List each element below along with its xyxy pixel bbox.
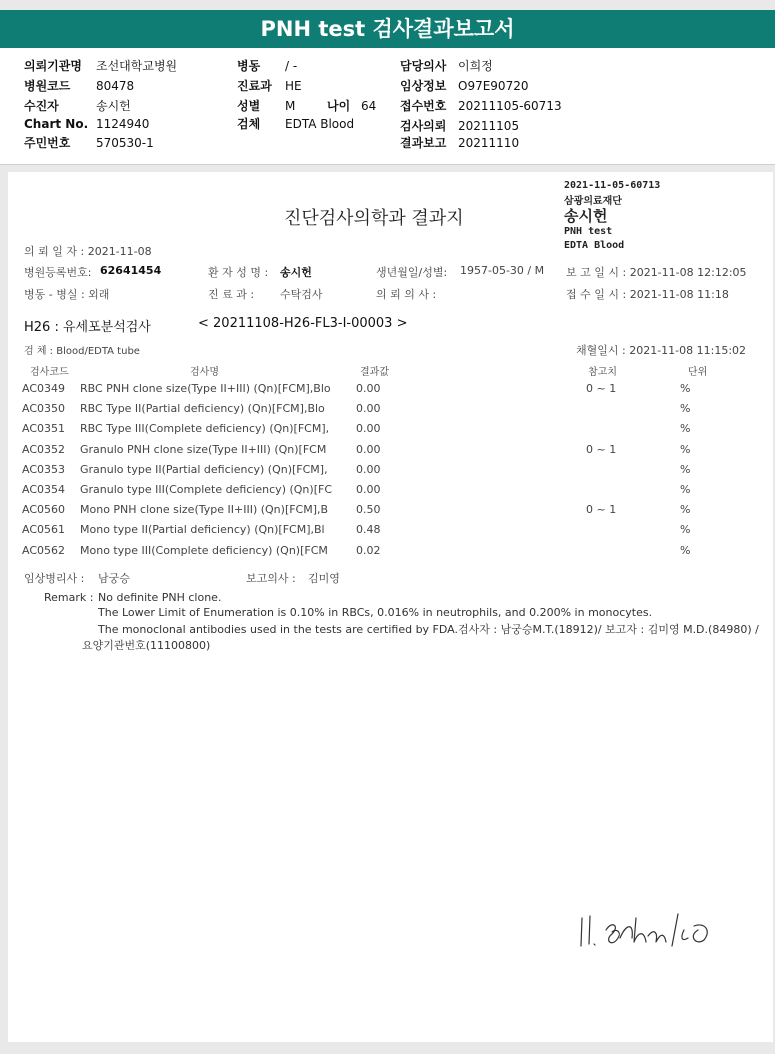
field-label: 진료과 — [237, 79, 272, 93]
row-result: 0.50 — [356, 503, 381, 516]
ward-field — [237, 57, 297, 74]
field-label: Chart No. — [24, 117, 89, 131]
row-test-name: Granulo type II(Partial deficiency) (Qn)[FCM], — [80, 463, 328, 476]
specimen-field — [237, 115, 354, 132]
field-value: 이희정 — [458, 59, 493, 73]
birth-label: 생년월일/성별: — [376, 266, 448, 279]
field-label: 병원코드 — [24, 79, 71, 93]
row-test-name: Mono type III(Complete deficiency) (Qn)[FCM — [80, 544, 328, 557]
hospital-name-field — [24, 57, 177, 74]
department-field — [237, 77, 302, 94]
row-test-name: RBC Type II(Partial deficiency) (Qn)[FCM],Blo — [80, 402, 325, 415]
row-reference: 0 ~ 1 — [586, 382, 617, 395]
field-value: 20211105 — [458, 119, 520, 133]
row-reference: 0 ~ 1 — [586, 443, 617, 456]
request-date-field — [400, 117, 519, 134]
stamp-specimen: EDTA Blood — [564, 240, 625, 251]
field-label: 나이 — [327, 99, 351, 113]
reporter-name: 김미영 — [308, 572, 340, 585]
row-result: 0.00 — [356, 402, 381, 415]
field-label: 병동 — [237, 59, 261, 73]
ward-room: 병동 - 병실 : 외래 — [24, 288, 110, 301]
birth-value: 1957-05-30 / M — [460, 264, 545, 277]
field-label: 접수번호 — [400, 99, 447, 113]
row-code: AC0353 — [22, 463, 66, 476]
patient-value: 송시헌 — [280, 266, 312, 279]
row-unit: % — [680, 544, 691, 557]
stamp-id: 2021-11-05-60713 — [564, 180, 661, 191]
patient-label: 환 자 성 명 : — [208, 266, 269, 279]
remark-line: 요양기관번호(11100800) — [82, 639, 211, 652]
request-date: 의 뢰 일 자 : 2021-11-08 — [24, 245, 152, 258]
remark-label: Remark : — [44, 591, 94, 604]
receipt-datetime: 접 수 일 시 : 2021-11-08 11:18 — [566, 288, 729, 301]
field-value: EDTA Blood — [285, 117, 355, 131]
row-code: AC0352 — [22, 443, 66, 456]
specimen-type: 검 체 : Blood/EDTA tube — [24, 346, 140, 357]
row-unit: % — [680, 463, 691, 476]
chart-no-field — [24, 117, 149, 131]
reg-no-label: 병원등록번호: — [24, 266, 92, 279]
age-field — [327, 97, 376, 114]
request-info-panel — [0, 48, 775, 165]
row-unit: % — [680, 503, 691, 516]
handwritten-signature — [576, 908, 736, 956]
field-value: 20211105-60713 — [458, 99, 562, 113]
report-title: PNH test 검사결과보고서 — [0, 10, 775, 48]
tech-label: 임상병리사 : — [24, 572, 85, 585]
row-code: AC0349 — [22, 382, 66, 395]
clinical-info-field — [400, 77, 528, 94]
test-id: < 20211108-H26-FL3-I-00003 > — [198, 316, 408, 331]
col-unit-header: 단위 — [688, 367, 708, 378]
test-code: H26 : 유세포분석검사 — [24, 320, 151, 335]
row-unit: % — [680, 422, 691, 435]
field-label: 주민번호 — [24, 136, 71, 150]
row-unit: % — [680, 443, 691, 456]
row-test-name: RBC PNH clone size(Type II+III) (Qn)[FCM],Blo — [80, 382, 331, 395]
lab-result-sheet — [8, 172, 773, 1042]
remark-line: The Lower Limit of Enumeration is 0.10% in RBCs, 0.016% in neutrophils, and 0.200% in monocytes. — [98, 606, 653, 619]
sex-field — [237, 97, 295, 114]
field-value: M — [285, 99, 296, 113]
row-code: AC0350 — [22, 402, 66, 415]
field-value: 64 — [361, 99, 377, 113]
field-label: 임상정보 — [400, 79, 447, 93]
field-label: 수진자 — [24, 99, 59, 113]
stamp-name: 송시헌 — [564, 207, 608, 225]
result-report-field — [400, 134, 519, 151]
resident-no-field — [24, 134, 154, 151]
reg-no-value: 62641454 — [100, 264, 162, 277]
row-result: 0.00 — [356, 443, 381, 456]
row-test-name: RBC Type III(Complete deficiency) (Qn)[FCM], — [80, 422, 330, 435]
col-ref-header: 참고치 — [588, 367, 617, 378]
row-code: AC0560 — [22, 503, 66, 516]
col-name-header: 검사명 — [190, 367, 219, 378]
row-code: AC0354 — [22, 483, 66, 496]
row-result: 0.48 — [356, 523, 381, 536]
stamp-test: PNH test — [564, 226, 613, 237]
report-datetime: 보 고 일 시 : 2021-11-08 12:12:05 — [566, 266, 747, 279]
row-code: AC0561 — [22, 523, 66, 536]
dept-value: 수탁검사 — [280, 288, 323, 301]
field-label: 검체 — [237, 117, 261, 131]
stamp-org: 삼광의료재단 — [564, 196, 622, 207]
row-code: AC0351 — [22, 422, 66, 435]
physician-field — [400, 57, 493, 74]
field-value: 570530-1 — [96, 136, 154, 150]
row-code: AC0562 — [22, 544, 66, 557]
field-value: 80478 — [96, 79, 135, 93]
collection-datetime: 채혈일시 : 2021-11-08 11:15:02 — [576, 344, 747, 357]
field-label: 검사의뢰 — [400, 119, 447, 133]
field-label: 의뢰기관명 — [24, 59, 82, 73]
receipt-no-field — [400, 97, 562, 114]
row-result: 0.00 — [356, 422, 381, 435]
row-test-name: Mono type II(Partial deficiency) (Qn)[FCM],Bl — [80, 523, 325, 536]
field-value: / - — [285, 59, 298, 73]
row-unit: % — [680, 523, 691, 536]
dept-label: 진 료 과 : — [208, 288, 255, 301]
doctor-label: 의 뢰 의 사 : — [376, 288, 437, 301]
col-code-header: 검사코드 — [30, 367, 69, 378]
field-label: 결과보고 — [400, 136, 447, 150]
reporter-label: 보고의사 : — [246, 572, 296, 585]
row-test-name: Granulo type III(Complete deficiency) (Qn)[FC — [80, 483, 332, 496]
row-result: 0.00 — [356, 382, 381, 395]
row-result: 0.00 — [356, 483, 381, 496]
row-unit: % — [680, 402, 691, 415]
tech-name: 남궁승 — [98, 572, 130, 585]
remark-line: No definite PNH clone. — [98, 591, 222, 604]
field-value: 송시헌 — [96, 99, 131, 113]
row-test-name: Mono PNH clone size(Type II+III) (Qn)[FCM],B — [80, 503, 329, 516]
row-result: 0.02 — [356, 544, 381, 557]
field-value: 20211110 — [458, 136, 520, 150]
row-unit: % — [680, 483, 691, 496]
row-reference: 0 ~ 1 — [586, 503, 617, 516]
field-value: 1124940 — [96, 117, 150, 131]
row-unit: % — [680, 382, 691, 395]
row-test-name: Granulo PNH clone size(Type II+III) (Qn)[FCM — [80, 443, 327, 456]
field-label: 담당의사 — [400, 59, 447, 73]
field-label: 성별 — [237, 99, 261, 113]
field-value: O97E90720 — [458, 79, 529, 93]
main-title: 진단검사의학과 결과지 — [284, 208, 464, 229]
patient-field — [24, 97, 131, 114]
col-result-header: 결과값 — [360, 367, 389, 378]
field-value: HE — [285, 79, 302, 93]
field-value: 조선대학교병원 — [96, 59, 178, 73]
row-result: 0.00 — [356, 463, 381, 476]
hospital-code-field — [24, 77, 134, 94]
remark-line: The monoclonal antibodies used in the tests are certified by FDA.검사자 : 남궁승M.T.(18912)/ 보고자 : 김미영 M.D.(84980) / — [98, 623, 759, 636]
